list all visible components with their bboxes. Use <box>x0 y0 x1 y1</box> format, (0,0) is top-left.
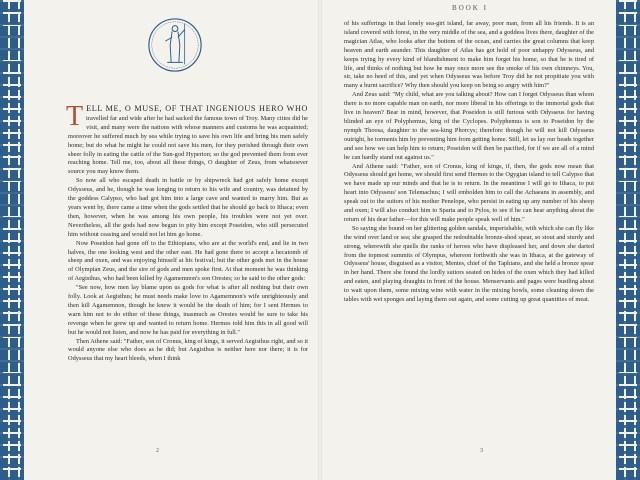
paragraph-5: Then Athene said: "Father, son of Cronus, king of kings, it served Aegisthus right, and so it would anyone else who does as he did; but Aegisthus is neither here nor there; it is for Odysseus that my heart bleeds, when I think <box>68 337 308 363</box>
left-page <box>28 0 316 480</box>
right-page <box>326 0 614 480</box>
athena-medallion-icon <box>146 16 204 74</box>
paragraph-3: And Athene said: "Father, son of Cronus, king of kings, if, then, the gods now mean that Odysseus should get home, we should first send Hermes to the Ogygian island to tell Calypso that we have made up our minds and that he is to return. In the meantime I will go to Ithaca, to put heart into Odysseus' son Telemachus; I will embolden him to call the Achaeans in assembly, and speak out to the suitors of his mother Penelope, who persist in eating up any number of his sheep and oxen; I will also conduct him to Sparta and to Pylos, to see if he can hear anything about the return of his dear father—for this will make people speak well of him." <box>344 162 594 223</box>
drop-cap: T <box>66 101 84 132</box>
right-page-text <box>344 20 594 305</box>
running-header: BOOK I <box>452 4 488 12</box>
paragraph-3: Now Poseidon had gone off to the Ethiopians, who are at the world's end, and lie in two halves, the one looking west and the other east. He had gone there to accept a hecatomb of sheep and oxen, and was enjoying himself at his festival; but the other gods met in the house of Olympian Zeus, and the sire of gods and men spoke first. At that moment he was thinking of Aegisthus, who had been killed by Agamemnon's son Orestes; so he said to the other gods: <box>68 239 308 283</box>
greek-key-border-left <box>0 0 24 480</box>
paragraph-2: And Zeus said: "My child, what are you talking about? How can I forget Odysseus than whom there is no more capable man on earth, nor more liberal in his offerings to the immortal gods that live in heaven? Bear in mind, however, that Poseidon is still furious with Odysseus for having blinded an eye of Polyphemus, king of the Cyclopes. Polyphemus is son to Poseidon by the nymph Thoosa, daughter to the sea-king Phorcys; therefore though he will not kill Odysseus outright, he torments him by preventing him from getting home. Still, let us lay our heads together and see how we can help him to return; Poseidon will then be pacified, for if we are all of a mind he can hardly stand out against us." <box>344 91 594 161</box>
left-page-number: 2 <box>156 448 159 454</box>
book-gutter <box>318 0 322 480</box>
paragraph-4: So saying she bound on her glittering golden sandals, imperishable, with which she can fly like the wind over land or sea; she grasped the redoubtable bronze-shod spear, so stout and sturdy and strong, wherewith she quells the ranks of heroes who have displeased her, and down she darted from the topmost summits of Olympus, whereon forthwith she was in Ithaca, at the gateway of Odysseus' house, disguised as a visitor, Mentes, chief of the Taphians, and she held a bronze spear in her hand. There she found the lordly suitors seated on hides of the oxen which they had killed and eaten, and playing draughts in front of the house. Menservants and pages were bustling about to wait upon them, some mixing wine with water in the mixing bowls, some cleaning down the tables with wet sponges and laying them out again, and some cutting up great quantities of meat. <box>344 224 594 304</box>
right-page-number: 3 <box>480 448 483 454</box>
paragraph-2: So now all who escaped death in battle or by shipwreck had got safely home except Odysseus, and he, though he was longing to return to his wife and country, was detained by the goddess Calypso, who had got him into a large cave and wanted to marry him. But as years went by, there came a time when the gods settled that he should go back to Ithaca; even then, however, when he was among his own people, his troubles were not yet over. Nevertheless, all the gods had now begun to pity him except Poseidon, who still persecuted him without ceasing and would not let him go home. <box>68 177 308 238</box>
left-page-text <box>66 101 308 364</box>
opening-paragraph <box>66 101 308 177</box>
opening-caps: ELL ME, O MUSE, OF THAT INGENIOUS HERO WHO <box>86 104 308 113</box>
greek-key-border-right <box>616 0 640 480</box>
paragraph-1-rest: travelled far and wide after he had sacked the famous town of Troy. Many cities did he visit, and many were the nations with whose manners and customs he was acquainted; moreover he suffered much by sea while trying to save his own life and bring his men safely home; but do what he might he could not save his men, for they perished through their own sheer folly in eating the cattle of the Sun-god Hyperion; so the god prevented them from ever reaching home. Tell me, too, about all these things, O daughter of Zeus, from whatsoever source you may know them. <box>68 114 308 176</box>
paragraph-4: "See now, how men lay blame upon us gods for what is after all nothing but their own folly. Look at Aegisthus; he must needs make love to Agamemnon's wife unrighteously and then kill Agamemnon, though he knew it would be the death of him; for I sent Hermes to warn him not to do either of these things, inasmuch as Orestes would be sure to take his revenge when he grew up and wanted to return home. Hermes told him this in all good will but he would not listen, and now he has paid for everything in full." <box>68 284 308 336</box>
paragraph-1: of his sufferings in that lonely sea-girt island, far away, poor man, from all his friends. It is an island covered with forest, in the very middle of the sea, and a goddess lives there, daughter of the magician Atlas, who looks after the bottom of the ocean, and carries the great columns that keep heaven and earth asunder. This daughter of Atlas has got hold of poor unhappy Odysseus, and keeps trying by every kind of blandishment to make him forget his home, so that he is tired of life, and thinks of nothing but how he may once more see the smoke of his own chimneys. You, sir, take no heed of this, and yet when Odysseus was before Troy did he not propitiate you with many a burnt sacrifice? Why then should you keep on being so angry with him?" <box>344 20 594 90</box>
